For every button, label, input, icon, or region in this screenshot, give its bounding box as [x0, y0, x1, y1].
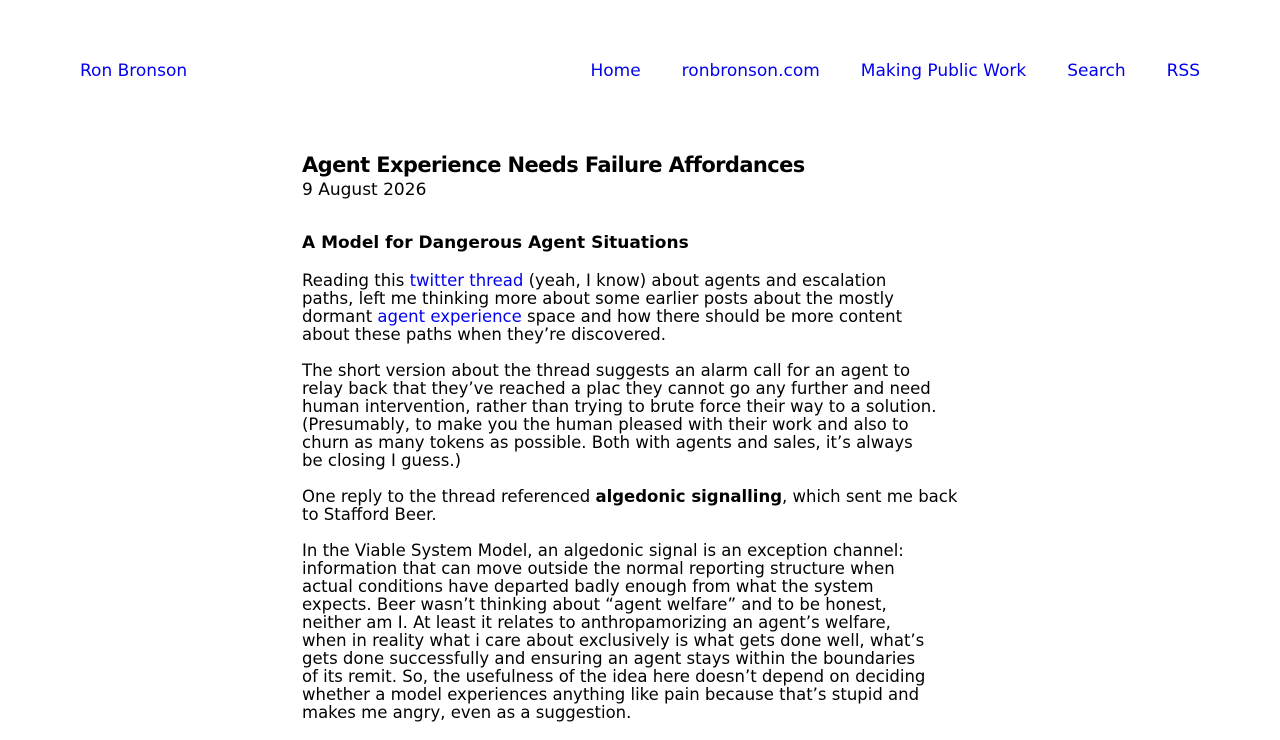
- paragraph-line: actual conditions have departed badly enough from what the system: [302, 577, 874, 596]
- paragraph-line: relay back that they’ve reached a plac they cannot go any further and need: [302, 379, 931, 398]
- paragraph-line: whether a model experiences anything like pain because that’s stupid and: [302, 685, 920, 704]
- paragraph-line: to Stafford Beer.: [302, 505, 437, 524]
- paragraph-line: neither am I. At least it relates to anthropamorizing an agent’s welfare,: [302, 613, 891, 632]
- nav-link-ronbronson-com[interactable]: ronbronson.com: [681, 61, 820, 81]
- paragraph-line: paths, left me thinking more about some earlier posts about the mostly: [302, 289, 894, 308]
- post-article: [302, 152, 962, 740]
- nav-link-making-public-work[interactable]: Making Public Work: [860, 61, 1027, 81]
- paragraph-line: when in reality what i care about exclusively is what gets done well, what’s: [302, 631, 925, 650]
- agent-experience-link[interactable]: agent experience: [377, 307, 522, 326]
- post-body: [302, 232, 962, 722]
- paragraph-line: be closing I guess.): [302, 451, 462, 470]
- algedonic-signalling-term: algedonic signalling: [595, 487, 783, 506]
- paragraph-line: (Presumably, to make you the human pleased with their work and also to: [302, 415, 909, 434]
- twitter-thread-link[interactable]: twitter thread: [409, 271, 524, 290]
- paragraph-text: dormant: [302, 307, 378, 326]
- nav-link-search[interactable]: Search: [1067, 61, 1126, 81]
- paragraph-text: One reply to the thread referenced: [302, 487, 596, 506]
- paragraph-line: [302, 308, 962, 326]
- post-title: Agent Experience Needs Failure Affordances: [302, 153, 805, 177]
- nav-link-home[interactable]: Home: [590, 61, 641, 81]
- paragraph-text: (yeah, I know) about agents and escalation: [523, 271, 887, 290]
- paragraph-line: about these paths when they’re discovered.: [302, 325, 667, 344]
- paragraph-line: [302, 272, 962, 290]
- paragraph-line: information that can move outside the normal reporting structure when: [302, 559, 895, 578]
- paragraph-3: [302, 488, 962, 524]
- top-nav: [590, 60, 1200, 82]
- paragraph-text: space and how there should be more content: [521, 307, 903, 326]
- paragraph-1: [302, 272, 962, 344]
- paragraph-2: [302, 362, 962, 470]
- site-name-link[interactable]: Ron Bronson: [80, 61, 188, 81]
- section-heading: A Model for Dangerous Agent Situations: [302, 233, 689, 253]
- paragraph-line: expects. Beer wasn’t thinking about “agent welfare” and to be honest,: [302, 595, 887, 614]
- paragraph-text: , which sent me back: [782, 487, 958, 506]
- paragraph-line: The short version about the thread suggests an alarm call for an agent to: [302, 361, 911, 380]
- paragraph-line: churn as many tokens as possible. Both with agents and sales, it’s always: [302, 433, 913, 452]
- paragraph-line: In the Viable System Model, an algedonic signal is an exception channel:: [302, 541, 904, 560]
- paragraph-4: [302, 542, 962, 722]
- paragraph-line: [302, 488, 962, 506]
- paragraph-line: makes me angry, even as a suggestion.: [302, 703, 632, 722]
- paragraph-line: gets done successfully and ensuring an agent stays within the boundaries: [302, 649, 916, 668]
- post-date: 9 August 2026: [302, 180, 427, 200]
- paragraph-line: human intervention, rather than trying to brute force their way to a solution.: [302, 397, 937, 416]
- nav-link-rss[interactable]: RSS: [1166, 61, 1200, 81]
- paragraph-text: Reading this: [302, 271, 410, 290]
- paragraph-line: of its remit. So, the usefulness of the idea here doesn’t depend on deciding: [302, 667, 926, 686]
